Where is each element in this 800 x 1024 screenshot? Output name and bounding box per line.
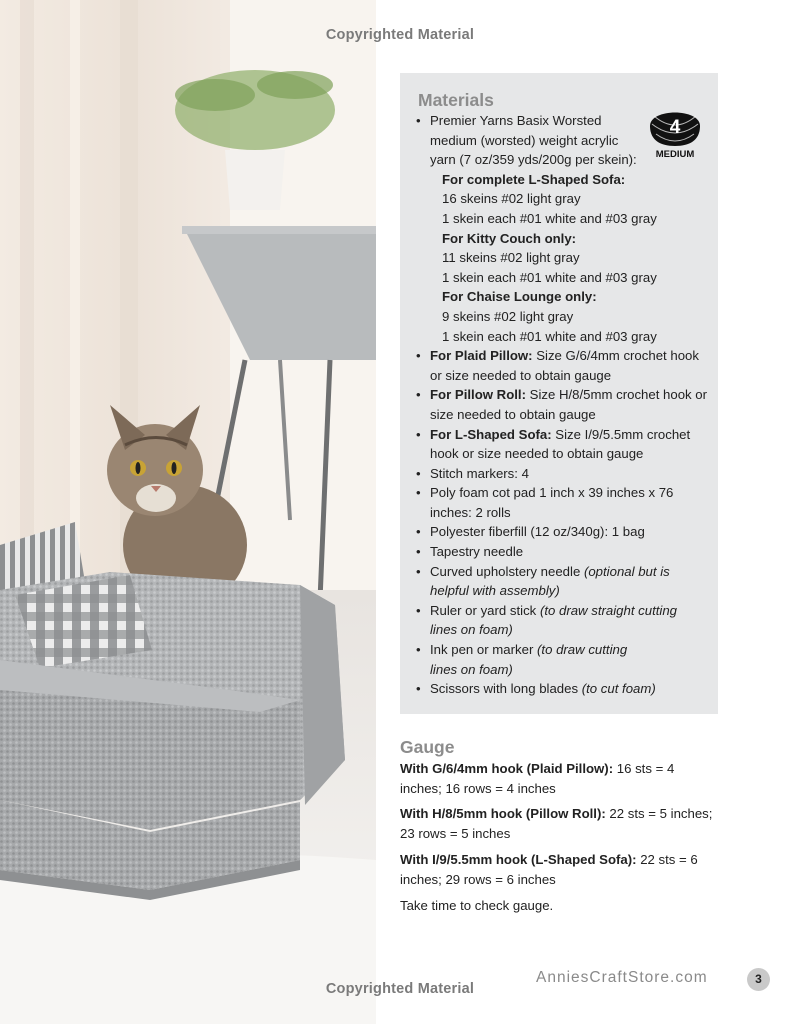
list-item: • Ink pen or marker (to draw cutting lines on foam) [416, 642, 628, 677]
sofa-cat-photo [0, 0, 376, 1024]
svg-text:4: 4 [669, 117, 681, 138]
svg-text:MEDIUM: MEDIUM [655, 149, 695, 160]
list-item: • Tapestry needle [416, 544, 524, 560]
list-item: • Poly foam cot pad 1 inch x 39 inches x 76 inches: 2 rolls [416, 485, 674, 520]
yarn-group: For complete L-Shaped Sofa: 16 skeins #02 light gray 1 skein each #01 white and #03 gray For Kitty Couch only: 11 skeins #02 light gray 1 skein each #01 white and #03 gray For Chaise Lounge only: 9 skeins #02 light gray 1 skein each #01 white and #03 gray [442, 171, 657, 344]
gauge-entry: With I/9/5.5mm hook (L-Shaped Sofa): 22 sts = 6 inches; 29 rows = 6 inches [400, 852, 698, 887]
list-item: • Stitch markers: 4 [416, 465, 529, 481]
materials-panel [400, 73, 718, 714]
list-item: • Ruler or yard stick (to draw straight cutting lines on foam) [416, 602, 678, 638]
list-item: • For L-Shaped Sofa: Size I/9/5.5mm crochet hook or size needed to obtain gauge [416, 426, 691, 462]
gauge-entry: With H/8/5mm hook (Pillow Roll): 22 sts = 5 inches; 23 rows = 5 inches [400, 806, 713, 841]
page-number: 3 [747, 968, 770, 991]
copyright-watermark: Copyrighted Material [325, 27, 475, 43]
list-item: • Curved upholstery needle (optional but is helpful with assembly) [416, 563, 670, 599]
list-item: • Premier Yarns Basix Worsted medium (worsted) weight acrylic yarn (7 oz/359 yds/200g per skein): For complete L-Shaped Sofa: 16 skeins #02 light gray 1 skein each #01 white and #03 gray For Kitty Couch only: 11 skeins #02 light gray 1 skein each #01 white and #03 gray For Chaise Lounge only: 9 skeins #02 light gray 1 skein each #01 white and #03 gray [416, 111, 712, 346]
footer-url: AnniesCraftStore.com [536, 969, 708, 986]
yarn-description: Premier Yarns Basix Worsted medium (worsted) weight acrylic yarn (7 oz/359 yds/200g per skein): [430, 113, 637, 168]
list-item: • For Pillow Roll: Size H/8/5mm crochet hook or size needed to obtain gauge [416, 387, 708, 422]
list-item: • Scissors with long blades (to cut foam) [416, 681, 656, 697]
gauge-note: Take time to check gauge. [400, 898, 554, 913]
list-item: • Polyester fiberfill (12 oz/340g): 1 bag [416, 524, 645, 540]
materials-list [416, 111, 712, 699]
gauge-entry: With G/6/4mm hook (Plaid Pillow): 16 sts = 4 inches; 16 rows = 4 inches [400, 761, 675, 796]
materials-heading: Materials [418, 90, 494, 110]
copyright-watermark: Copyrighted Material [325, 981, 475, 997]
list-item: • For Plaid Pillow: Size G/6/4mm crochet hook or size needed to obtain gauge [416, 348, 699, 383]
gauge-heading: Gauge [400, 737, 455, 757]
